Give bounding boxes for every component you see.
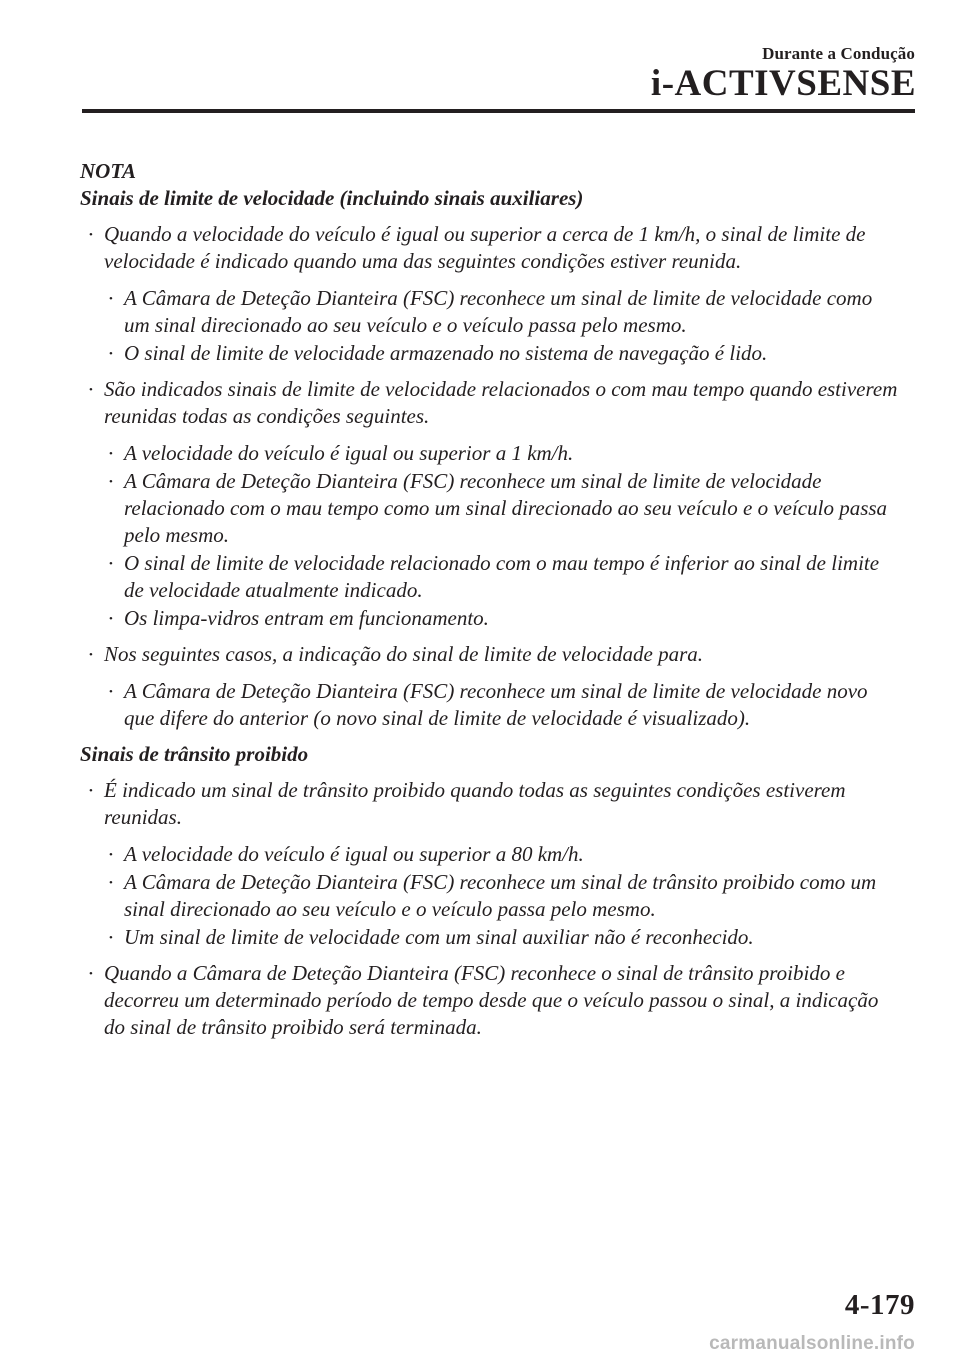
list-item [80,376,900,632]
list-item [80,641,900,732]
sub-list [80,841,900,951]
list-item [80,777,900,951]
page-title: i-ACTIVSENSE [650,63,916,104]
sub-list-item [80,285,900,339]
sub-list-item-text: Os limpa-vidros entram em funcionamento. [124,606,489,630]
section-title-speed-limit-signs: Sinais de limite de velocidade (incluindo sinais auxiliares) [80,186,584,210]
list-item-text: É indicado um sinal de trânsito proibido quando todas as seguintes condições estiverem reunidas. [104,778,846,829]
page-number: 4-179 [844,1289,915,1321]
sub-list-item-text: A Câmara de Deteção Dianteira (FSC) reconhece um sinal de limite de velocidade como um sinal direcionado ao seu veículo e o veículo passa pelo mesmo. [124,286,873,337]
sub-list-item-text: O sinal de limite de velocidade armazenado no sistema de navegação é lido. [124,341,768,365]
sub-list-item-text: Um sinal de limite de velocidade com um sinal auxiliar não é reconhecido. [124,925,754,949]
sub-list-item-text: A Câmara de Deteção Dianteira (FSC) reconhece um sinal de limite de velocidade novo que difere do anterior (o novo sinal de limite de velocidade é visualizado). [124,679,868,730]
sub-list-item [80,841,900,868]
sub-list [80,285,900,367]
sub-list-item [80,340,900,367]
section-label: Durante a Condução [762,44,915,63]
list-item-text: São indicados sinais de limite de velocidade relacionados o com mau tempo quando estiverem reunidas todas as condições seguintes. [104,377,898,428]
list-item [80,960,900,1041]
list-item-text: Quando a Câmara de Deteção Dianteira (FSC) reconhece o sinal de trânsito proibido e decorreu um determinado período de tempo desde que o veículo passou o sinal, a indicação do sinal de trânsito proibido será terminada. [104,961,879,1039]
speed-limit-list [80,221,900,732]
watermark: carmanualsonline.info [709,1333,915,1354]
sub-list-item [80,440,900,467]
note-content [80,158,900,1050]
section-title-no-entry-signs: Sinais de trânsito proibido [80,742,309,766]
sub-list-item [80,869,900,923]
sub-list-item-text: A Câmara de Deteção Dianteira (FSC) reconhece um sinal de limite de velocidade relacionado com o mau tempo como um sinal direcionado ao seu veículo e o veículo passa pelo mesmo. [124,469,888,547]
header-rule [82,109,915,113]
list-item-text: Quando a velocidade do veículo é igual ou superior a cerca de 1 km/h, o sinal de limite de velocidade é indicado quando uma das seguintes condições estiver reunida. [104,222,866,273]
sub-list [80,440,900,632]
sub-list-item [80,678,900,732]
sub-list-item-text: A velocidade do veículo é igual ou superior a 1 km/h. [124,441,574,465]
no-entry-list [80,777,900,1041]
list-item-text: Nos seguintes casos, a indicação do sinal de limite de velocidade para. [104,642,703,666]
sub-list-item [80,605,900,632]
sub-list [80,678,900,732]
sub-list-item-text: A Câmara de Deteção Dianteira (FSC) reconhece um sinal de trânsito proibido como um sinal direcionado ao seu veículo e o veículo passa pelo mesmo. [124,870,877,921]
list-item [80,221,900,367]
sub-list-item [80,550,900,604]
sub-list-item-text: A velocidade do veículo é igual ou superior a 80 km/h. [124,842,584,866]
note-label: NOTA [80,159,137,183]
sub-list-item-text: O sinal de limite de velocidade relacionado com o mau tempo é inferior ao sinal de limite de velocidade atualmente indicado. [124,551,880,602]
sub-list-item [80,468,900,549]
sub-list-item [80,924,900,951]
